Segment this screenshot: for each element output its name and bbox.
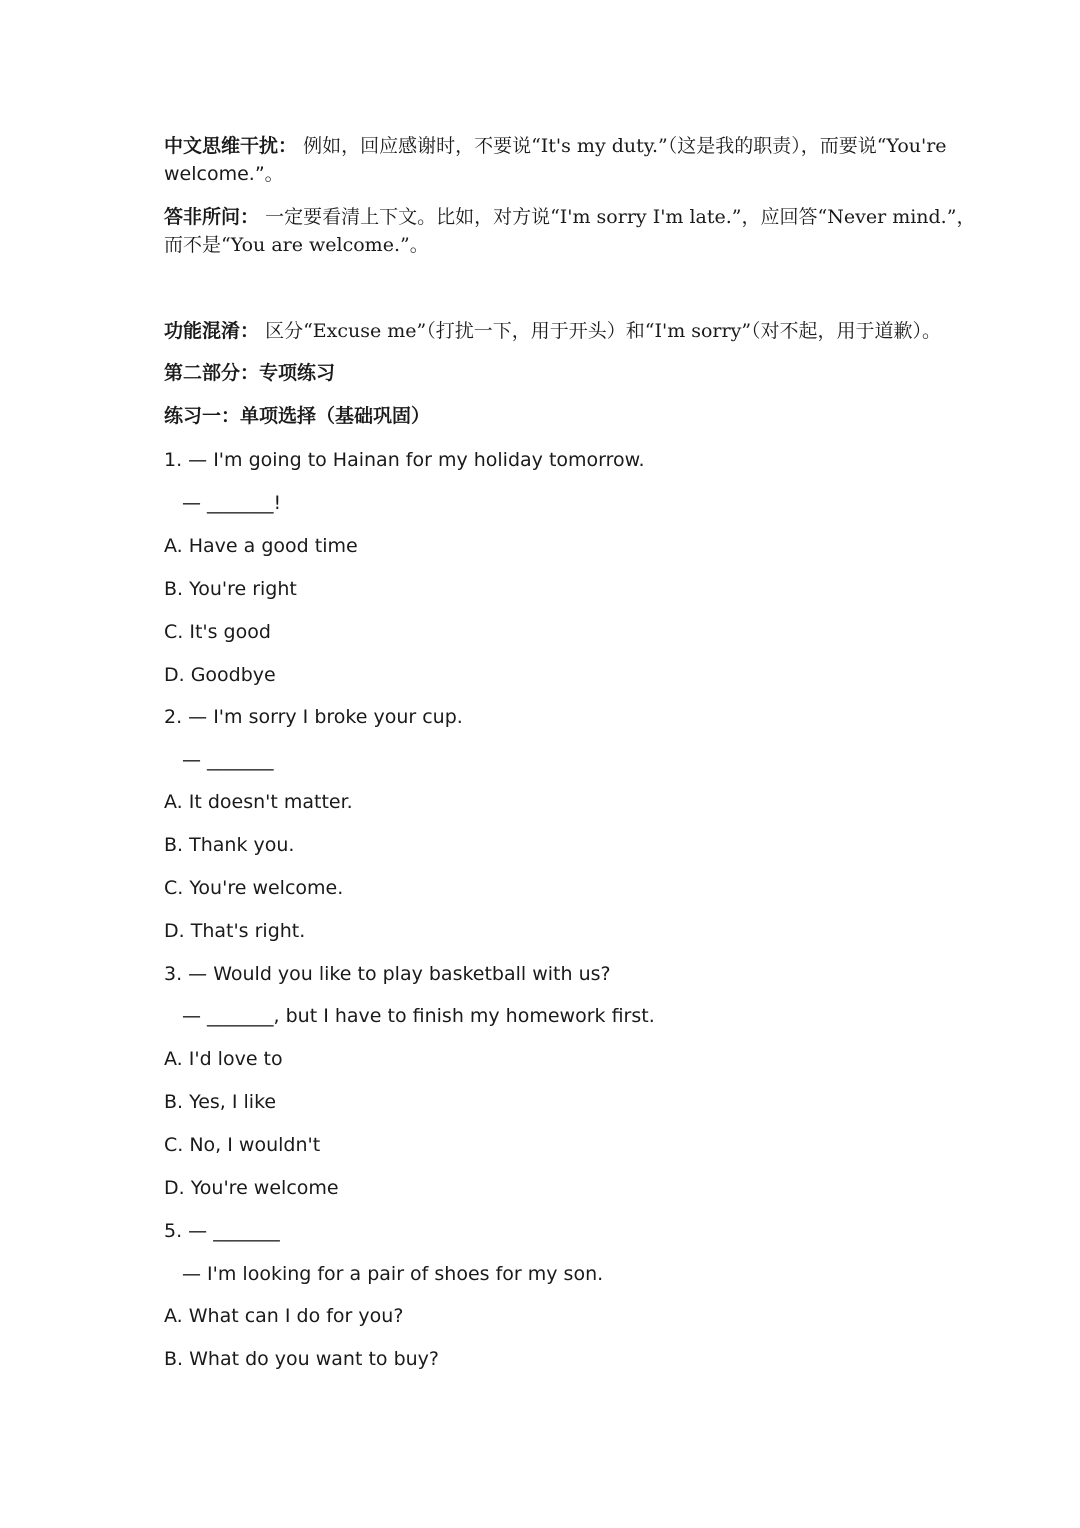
question-3-prompt: 3. — Would you like to play basketball with us? xyxy=(164,963,611,985)
question-5-option-a[interactable]: A. What can I do for you? xyxy=(164,1305,404,1327)
note-1-text: 例如，回应感谢时，不要说“It's my duty.”（这是我的职责），而要说“You're xyxy=(303,135,947,157)
exercise-title: 练习一：单项选择（基础巩固） xyxy=(164,405,431,427)
question-1-prompt: 1. — I'm going to Hainan for my holiday tomorrow. xyxy=(164,449,645,471)
note-1-line-2: welcome.”。 xyxy=(164,163,284,185)
question-2-option-a[interactable]: A. It doesn't matter. xyxy=(164,791,353,813)
note-3-line-1 xyxy=(164,317,941,345)
question-5-prompt: 5. — _______ xyxy=(164,1220,280,1242)
section-title: 第二部分：专项练习 xyxy=(164,362,336,384)
question-3-option-c[interactable]: C. No, I wouldn't xyxy=(164,1134,321,1156)
note-3-text: 区分“Excuse me”（打扰一下，用于开头）和“I'm sorry”（对不起，用于道歉）。 xyxy=(265,320,942,342)
note-1-line-1 xyxy=(164,132,947,160)
question-1-blank: — _______! xyxy=(182,492,282,514)
note-2-text: 一定要看清上下文。比如，对方说“I'm sorry I'm late.”，应回答“Never mind.”， xyxy=(265,206,976,228)
note-1-label: 中文思维干扰： xyxy=(164,135,298,157)
note-3-label: 功能混淆： xyxy=(164,320,260,342)
question-3-blank: — _______, but I have to finish my homework first. xyxy=(182,1005,655,1027)
question-2-prompt: 2. — I'm sorry I broke your cup. xyxy=(164,706,463,728)
question-2-blank: — _______ xyxy=(182,749,274,771)
note-2-line-1 xyxy=(164,203,975,231)
question-2-option-c[interactable]: C. You're welcome. xyxy=(164,877,344,899)
question-2-option-d[interactable]: D. That's right. xyxy=(164,920,306,942)
question-2-option-b[interactable]: B. Thank you. xyxy=(164,834,295,856)
question-3-option-d[interactable]: D. You're welcome xyxy=(164,1177,339,1199)
question-3-option-b[interactable]: B. Yes, I like xyxy=(164,1091,277,1113)
question-1-option-b[interactable]: B. You're right xyxy=(164,578,297,600)
question-5-option-b[interactable]: B. What do you want to buy? xyxy=(164,1348,440,1370)
question-1-option-a[interactable]: A. Have a good time xyxy=(164,535,358,557)
note-2-line-2: 而不是“You are welcome.”。 xyxy=(164,234,429,256)
question-1-option-d[interactable]: D. Goodbye xyxy=(164,664,276,686)
question-1-option-c[interactable]: C. It's good xyxy=(164,621,271,643)
note-2-label: 答非所问： xyxy=(164,206,260,228)
question-5-response: — I'm looking for a pair of shoes for my son. xyxy=(182,1263,604,1285)
question-3-option-a[interactable]: A. I'd love to xyxy=(164,1048,283,1070)
